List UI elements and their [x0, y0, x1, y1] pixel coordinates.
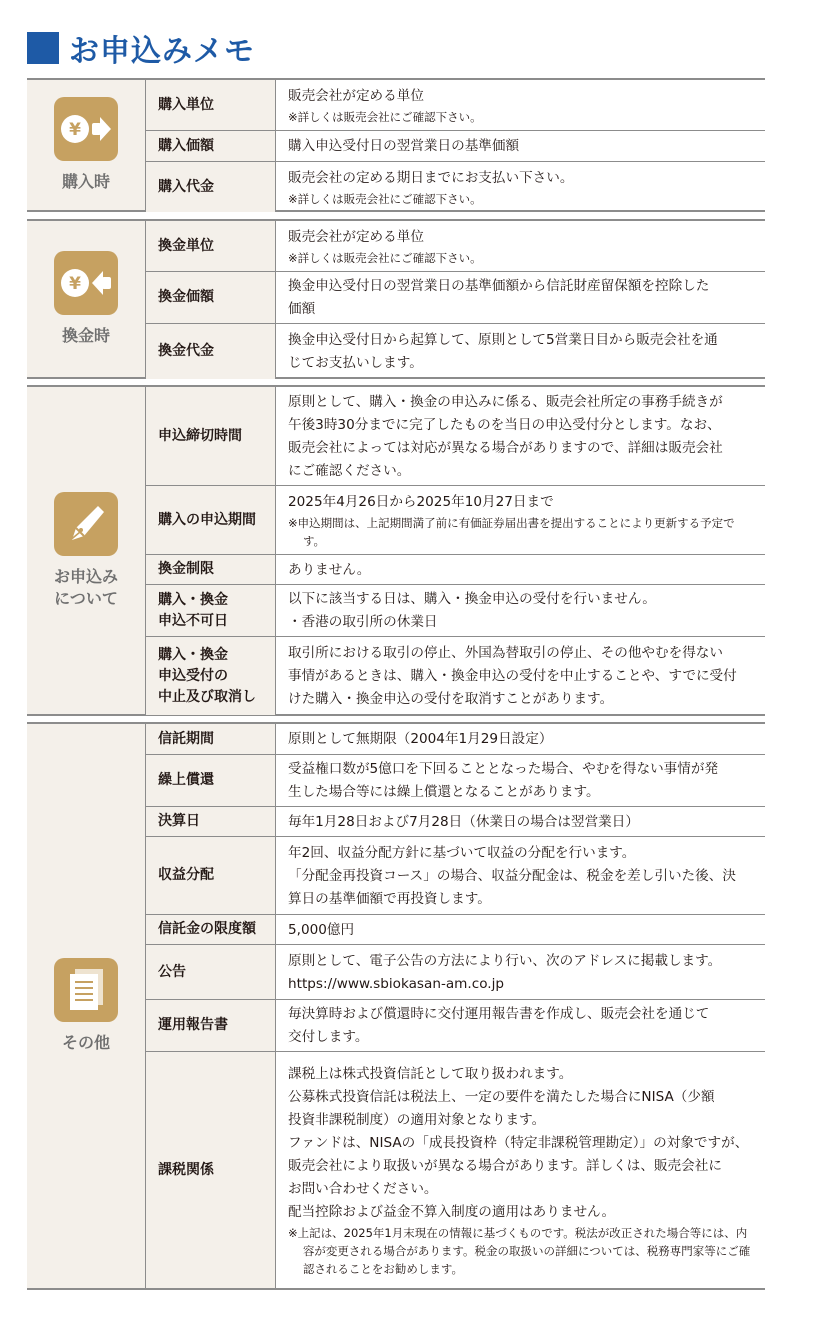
content-note: ※上記は、2025年1月末現在の情報に基づくものです。税法が改正された場合等には、内容が変更される場合があります。税金の取扱いの詳細については、税務専門家等にご確認されることをお勧めします。: [288, 1226, 751, 1276]
rows: [146, 221, 765, 377]
row-label: 購入の申込期間: [146, 486, 276, 554]
row-label: 申込締切時間: [146, 387, 276, 485]
content-line: 2025年4月26日から2025年10月27日まで: [288, 494, 554, 510]
row-label: 繰上償還: [146, 755, 276, 806]
content-line: 換金申込受付日の翌営業日の基準価額から信託財産留保額を控除した: [288, 278, 710, 294]
rows: [146, 724, 765, 1288]
page-title-text: お申込みメモ: [69, 34, 255, 69]
content-line: 販売会社が定める単位: [288, 88, 424, 104]
row-content: [276, 272, 765, 323]
content-line: お問い合わせください。: [288, 1181, 438, 1197]
content-note: ※詳しくは販売会社にご確認下さい。: [288, 251, 482, 265]
content-line: 毎決算時および償還時に交付運用報告書を作成し、販売会社を通じて: [288, 1006, 710, 1022]
content-line: 公募株式投資信託は税法上、一定の要件を満たした場合にNISA（少額: [288, 1089, 715, 1105]
content-line: 年2回、収益分配方針に基づいて収益の分配を行います。: [288, 844, 636, 861]
content-line: 午後3時30分までに完了したものを当日の申込受付分とします。なお、: [288, 416, 721, 433]
content-line: 取引所における取引の停止、外国為替取引の停止、その他やむを得ない: [288, 645, 723, 661]
row-label: 購入・換金 申込不可日: [146, 585, 276, 636]
row-content: [276, 387, 765, 485]
title-square-icon: [27, 32, 59, 64]
table-row: [146, 584, 765, 636]
table-row: [146, 914, 765, 944]
table-row: [146, 387, 765, 485]
row-label: 換金単位: [146, 221, 276, 271]
row-label: 購入価額: [146, 131, 276, 161]
content-line: 受益権口数が5億口を下回ることとなった場合、やむを得ない事情が発: [288, 761, 719, 777]
content-line: 価額: [288, 301, 316, 317]
section-other: [27, 722, 765, 1290]
table-row: [146, 999, 765, 1051]
content-line: 購入申込受付日の翌営業日の基準価額: [288, 138, 520, 154]
content-line: 販売会社が定める単位: [288, 229, 424, 245]
row-content: [276, 555, 765, 584]
page-title: [27, 28, 255, 68]
content-line: 販売会社により取扱いが異なる場合があります。詳しくは、販売会社に: [288, 1158, 722, 1174]
row-label: 信託金の限度額: [146, 915, 276, 944]
content-line: 原則として無期限（2004年1月29日設定）: [288, 731, 553, 747]
category-purchase: [27, 80, 146, 210]
row-label: 決算日: [146, 807, 276, 836]
row-label: 換金制限: [146, 555, 276, 584]
section-application: [27, 385, 765, 716]
row-content: [276, 324, 765, 379]
content-line: 原則として、電子公告の方法により行い、次のアドレスに掲載します。: [288, 952, 722, 969]
pen-icon: [54, 492, 118, 556]
section-redemption: [27, 219, 765, 379]
table-row: [146, 724, 765, 754]
rows: [146, 80, 765, 210]
svg-text:¥: ¥: [69, 274, 81, 294]
row-content: [276, 755, 765, 806]
content-line: 事情があるときは、購入・換金申込の受付を中止することや、すでに受付: [288, 668, 737, 684]
category-other: [27, 724, 146, 1288]
rows: [146, 387, 765, 714]
table-row: [146, 754, 765, 806]
content-line: 毎年1月28日および7月28日（休業日の場合は翌営業日）: [288, 813, 639, 830]
content-line: ファンドは、NISAの「成長投資枠（特定非課税管理勘定）」の対象ですが、: [288, 1135, 749, 1151]
content-line: じてお支払いします。: [288, 355, 423, 371]
row-content: [276, 131, 765, 161]
row-content: [276, 1052, 765, 1288]
row-content: [276, 162, 765, 212]
row-content: [276, 80, 765, 130]
category-label: お申込み について: [53, 566, 118, 608]
yen-in-icon: [54, 97, 118, 161]
content-line: 交付します。: [288, 1029, 369, 1045]
content-line: 原則として、購入・換金の申込みに係る、販売会社所定の事務手続きが: [288, 393, 723, 410]
content-line: ・香港の取引所の休業日: [288, 614, 438, 630]
content-note: ※詳しくは販売会社にご確認下さい。: [288, 110, 482, 124]
row-label: 換金代金: [146, 324, 276, 379]
category-label: その他: [61, 1033, 110, 1052]
row-content: [276, 221, 765, 271]
row-label: 換金価額: [146, 272, 276, 323]
row-content: [276, 915, 765, 944]
row-content: [276, 637, 765, 715]
table-row: [146, 221, 765, 271]
table-row: [146, 836, 765, 914]
svg-text:¥: ¥: [69, 120, 81, 140]
content-line: https://www.sbiokasan-am.co.jp: [288, 975, 505, 992]
row-content: [276, 486, 765, 554]
table-row: [146, 80, 765, 130]
content-line: 5,000億円: [288, 921, 355, 938]
content-line: 投資非課税制度）の適用対象となります。: [288, 1112, 546, 1128]
table-row: [146, 944, 765, 999]
content-note: ※詳しくは販売会社にご確認下さい。: [288, 192, 482, 206]
content-line: 課税上は株式投資信託として取り扱われます。: [288, 1066, 573, 1082]
row-label: 課税関係: [146, 1052, 276, 1288]
row-label: 信託期間: [146, 724, 276, 754]
table-row: [146, 554, 765, 584]
row-content: [276, 724, 765, 754]
table-row: [146, 161, 765, 212]
content-line: にご確認ください。: [288, 462, 411, 479]
content-line: 算日の基準価額で再投資します。: [288, 890, 491, 907]
row-content: [276, 1000, 765, 1051]
table-row: [146, 1051, 765, 1288]
row-label: 公告: [146, 945, 276, 999]
content-line: ありません。: [288, 561, 371, 578]
row-content: [276, 945, 765, 999]
section-purchase: [27, 78, 765, 212]
row-content: [276, 585, 765, 636]
category-label: 購入時: [61, 172, 110, 191]
table-row: [146, 636, 765, 715]
content-line: 販売会社の定める期日までにお支払い下さい。: [288, 170, 574, 186]
document-icon: [54, 958, 118, 1022]
content-line: 「分配金再投資コース」の場合、収益分配金は、税金を差し引いた後、決: [288, 867, 736, 884]
row-label: 購入代金: [146, 162, 276, 212]
table-row: [146, 485, 765, 554]
category-redemption: [27, 221, 146, 377]
row-label: 購入単位: [146, 80, 276, 130]
row-content: [276, 807, 765, 836]
content-line: 配当控除および益金不算入制度の適用はありません。: [288, 1204, 616, 1220]
table-row: [146, 323, 765, 379]
row-label: 購入・換金 申込受付の 中止及び取消し: [146, 637, 276, 715]
row-label: 収益分配: [146, 837, 276, 914]
category-application: [27, 387, 146, 714]
table-row: [146, 130, 765, 161]
row-content: [276, 837, 765, 914]
content-line: 生した場合等には繰上償還となることがあります。: [288, 784, 600, 800]
table-row: [146, 271, 765, 323]
content-line: けた購入・換金申込の受付を取消すことがあります。: [288, 691, 614, 707]
content-line: 換金申込受付日から起算して、原則として5営業日目から販売会社を通: [288, 332, 718, 348]
table-row: [146, 806, 765, 836]
content-note: ※申込期間は、上記期間満了前に有価証券届出書を提出することにより更新する予定です。: [288, 516, 735, 548]
category-label: 換金時: [61, 326, 110, 345]
content-line: 以下に該当する日は、購入・換金申込の受付を行いません。: [288, 591, 656, 607]
row-label: 運用報告書: [146, 1000, 276, 1051]
yen-out-icon: [54, 251, 118, 315]
content-line: 販売会社によっては対応が異なる場合がありますので、詳細は販売会社: [288, 439, 723, 456]
